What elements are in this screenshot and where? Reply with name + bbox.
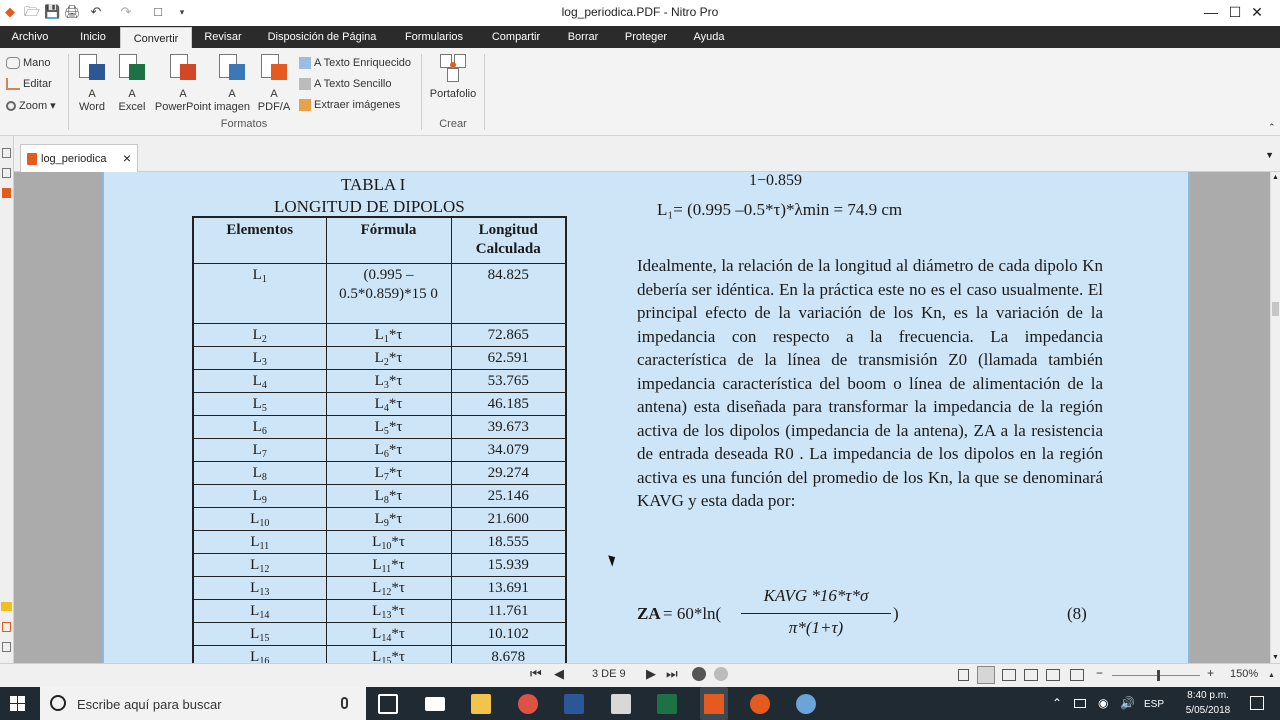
excel-icon[interactable]	[657, 694, 677, 714]
table-row	[193, 484, 566, 507]
table-header-row	[193, 217, 566, 263]
table-row	[193, 323, 566, 346]
wifi-icon[interactable]: ◉	[1098, 696, 1109, 710]
forward-view-icon[interactable]	[714, 667, 728, 681]
collapse-ribbon-icon[interactable]: ⌃	[1268, 122, 1276, 132]
taskbar-search-box[interactable]	[40, 687, 366, 720]
document-viewport[interactable]	[14, 172, 1270, 663]
microphone-icon[interactable]	[341, 697, 348, 709]
pdf-file-icon	[27, 153, 37, 165]
pdfa-icon	[261, 54, 287, 84]
cell-element: $L_1$	[193, 263, 326, 323]
cell-element: $L_{11}$	[193, 530, 326, 553]
cell-length: 8.678	[451, 645, 566, 663]
edit-tool[interactable]: Editar	[6, 78, 52, 90]
open-folder-icon[interactable]: 🗁	[24, 4, 41, 19]
cell-element: $L_4$	[193, 369, 326, 392]
cell-formula: $L_{11}*\tau$	[326, 553, 451, 576]
convert-to-imagen-button[interactable]: A imagen	[212, 54, 252, 114]
fit-width-icon[interactable]	[1046, 669, 1060, 681]
tab-disposicion[interactable]: Disposición de Página	[267, 31, 377, 43]
body-paragraph: Idealmente, la relación de la longitud al diámetro de cada dipolo Kn debería ser idéntica. En la práctica este no es el caso usualmente. El principal efecto de la variación de los Kn, es la variación de la impedancia con respecto a la frecuencia. La impedancia característica de la línea de transmisión Z0 (llamada también impedancia característica del boom o línea de alimentación de la antena) esta diseñada para transformar la impedancia de la región activa de los dipolos (impedancia de la antena), ZA a la resistencia de entrada deseada R0 . La impedancia de los dipolos en la región activa es una función del promedio de los Kn, la que se denominará KAVG y esta dada por:	[637, 256, 1103, 510]
cell-element: $L_{12}$	[193, 553, 326, 576]
cell-length: 29.274	[451, 461, 566, 484]
tab-convertir[interactable]: Convertir	[120, 27, 192, 48]
cell-length: 84.825	[451, 263, 566, 323]
first-page-icon[interactable]: ⏮	[530, 666, 542, 681]
windows-start-icon[interactable]	[10, 696, 26, 712]
cell-length: 25.146	[451, 484, 566, 507]
zoom-out-icon[interactable]: −	[1096, 666, 1104, 680]
cell-formula: (0.995 – 0.5*0.859)*15 0	[326, 263, 451, 323]
windows-taskbar	[0, 687, 1280, 720]
cell-length: 72.865	[451, 323, 566, 346]
language-indicator[interactable]: ESP	[1144, 699, 1165, 710]
cell-formula: $L_{13}*\tau$	[326, 599, 451, 622]
tab-list-chevron-icon[interactable]: ▼	[1265, 150, 1274, 160]
continuous-facing-view-icon[interactable]	[1024, 669, 1038, 681]
cell-length: 46.185	[451, 392, 566, 415]
close-button[interactable]: ✕	[1251, 4, 1263, 20]
prev-page-icon[interactable]: ◀	[554, 666, 564, 681]
cell-formula: $L_{12}*\tau$	[326, 576, 451, 599]
ribbon	[0, 48, 1280, 136]
cell-formula: $L_2*\tau$	[326, 346, 451, 369]
left-panel-strip	[0, 136, 14, 663]
pdf-page	[102, 172, 1190, 663]
table-row	[193, 622, 566, 645]
menu-tabs	[0, 26, 1280, 48]
cell-element: $L_3$	[193, 346, 326, 369]
calendar-icon[interactable]	[611, 694, 631, 714]
tab-revisar[interactable]: Revisar	[204, 31, 242, 43]
hand-tool[interactable]: Mano	[6, 57, 51, 69]
portfolio-icon	[440, 54, 466, 84]
nitro-taskbar-button[interactable]	[700, 687, 728, 720]
plain-text-icon	[299, 78, 311, 90]
header-formula: Fórmula	[326, 217, 451, 263]
tab-inicio[interactable]: Inicio	[80, 31, 106, 43]
excel-icon	[119, 54, 145, 84]
minimize-button[interactable]: —	[1204, 4, 1218, 20]
vertical-scrollbar[interactable]	[1270, 172, 1280, 663]
file-explorer-icon[interactable]	[471, 694, 491, 714]
table-row	[193, 369, 566, 392]
mail-icon[interactable]	[425, 697, 445, 711]
formula-denominator: π*(1+τ)	[788, 618, 844, 637]
table-row	[193, 576, 566, 599]
convert-to-excel-button[interactable]: A Excel	[114, 54, 150, 114]
header-elementos: Elementos	[193, 217, 326, 263]
cell-length: 18.555	[451, 530, 566, 553]
pages-panel-icon[interactable]	[2, 148, 11, 158]
cell-formula: $L_9*\tau$	[326, 507, 451, 530]
tab-archivo[interactable]: Archivo	[11, 31, 49, 43]
volume-icon[interactable]: 🔊	[1120, 696, 1135, 710]
cell-length: 53.765	[451, 369, 566, 392]
cell-length: 39.673	[451, 415, 566, 438]
formula-close: )	[893, 604, 899, 623]
continuous-view-icon[interactable]	[977, 666, 995, 684]
back-view-icon[interactable]	[692, 667, 706, 681]
cell-length: 10.102	[451, 622, 566, 645]
powerpoint-icon	[170, 54, 196, 84]
formula-number: (8)	[1067, 604, 1087, 623]
edit-icon	[6, 78, 20, 90]
cell-formula: $L_{14}*\tau$	[326, 622, 451, 645]
formula-equals: = 60*ln(	[663, 604, 722, 623]
fit-page-icon[interactable]	[1070, 669, 1084, 681]
cell-element: $L_{14}$	[193, 599, 326, 622]
table-row	[193, 645, 566, 663]
customize-toolbar-icon[interactable]: ▾	[179, 7, 185, 17]
scroll-thumb[interactable]	[1272, 302, 1279, 316]
formula-lhs: ZA	[637, 604, 661, 623]
battery-icon[interactable]	[1074, 699, 1086, 708]
portfolio-button[interactable]: Portafolio	[426, 54, 480, 101]
redo-icon[interactable]: ↷	[120, 4, 132, 19]
cell-element: $L_{10}$	[193, 507, 326, 530]
tab-ayuda[interactable]: Ayuda	[693, 31, 725, 43]
group-label-formatos: Formatos	[220, 118, 268, 130]
zoom-level[interactable]: 150%	[1230, 668, 1259, 680]
window-title: log_periodica.PDF - Nitro Pro	[561, 5, 719, 19]
hand-icon	[6, 57, 20, 69]
cell-formula: $L_8*\tau$	[326, 484, 451, 507]
bookmarks-panel-icon[interactable]	[2, 168, 11, 178]
last-page-icon[interactable]: ⏭	[666, 666, 678, 681]
cell-formula: $L_{10}*\tau$	[326, 530, 451, 553]
select-tool-icon[interactable]: □	[154, 4, 162, 19]
mouse-cursor-icon	[608, 553, 618, 566]
cell-formula: $L_7*\tau$	[326, 461, 451, 484]
table-subtitle: LONGITUD DE DIPOLOS	[274, 197, 465, 216]
document-tab-label: log_periodica	[41, 153, 107, 165]
zoom-slider-thumb[interactable]	[1157, 670, 1160, 681]
maximize-button[interactable]: ☐	[1228, 4, 1242, 20]
scroll-up-icon[interactable]: ▲	[1272, 174, 1279, 181]
document-tab[interactable]	[20, 144, 138, 172]
task-view-icon[interactable]	[378, 694, 398, 714]
zoom-slider[interactable]	[1112, 675, 1200, 676]
extract-images-icon	[299, 99, 311, 111]
clock-date[interactable]: 5/05/2018	[1185, 705, 1231, 716]
attachments-panel-icon[interactable]	[2, 188, 11, 198]
single-page-view-icon[interactable]	[958, 669, 969, 681]
to-rich-text-button[interactable]: A Texto Enriquecido	[299, 57, 411, 69]
cell-length: 13.691	[451, 576, 566, 599]
cell-element: $L_7$	[193, 438, 326, 461]
cell-element: $L_{16}$	[193, 645, 326, 663]
formula-numerator: KAVG *16*τ*σ	[763, 586, 869, 605]
zoom-in-icon[interactable]: +	[1207, 666, 1215, 680]
cell-length: 15.939	[451, 553, 566, 576]
cell-formula: $L_5*\tau$	[326, 415, 451, 438]
tab-borrar[interactable]: Borrar	[567, 31, 599, 43]
search-placeholder: Escribe aquí para buscar	[77, 697, 222, 712]
separator	[68, 54, 69, 130]
zoom-icon	[6, 101, 16, 111]
dipole-length-table	[192, 216, 567, 663]
impedance-formula	[637, 586, 1107, 646]
comments-panel-icon[interactable]	[1, 602, 12, 611]
scroll-down-icon[interactable]: ▼	[1272, 654, 1279, 661]
title-bar	[0, 0, 1280, 26]
table-row	[193, 438, 566, 461]
table-title: TABLA I	[341, 175, 406, 194]
fraction-denominator: 1−0.859	[749, 172, 831, 190]
facing-view-icon[interactable]	[1002, 669, 1016, 681]
l1-equation: L₁= (0.995 –0.5*τ)*λmin = 74.9 cm	[657, 200, 903, 219]
separator	[484, 54, 485, 130]
chrome-icon[interactable]	[518, 694, 538, 714]
globe-app-icon[interactable]	[796, 694, 816, 714]
cortana-icon	[50, 695, 66, 711]
status-bar	[0, 663, 1280, 687]
cell-element: $L_5$	[193, 392, 326, 415]
separator	[421, 54, 422, 130]
signatures-panel-icon[interactable]	[2, 622, 11, 632]
nitro-icon	[704, 694, 724, 714]
to-plain-text-button[interactable]: A Texto Sencillo	[299, 78, 391, 90]
cell-length: 34.079	[451, 438, 566, 461]
rich-text-icon	[299, 57, 311, 69]
undo-icon[interactable]: ↶	[90, 4, 102, 19]
tray-chevron-icon[interactable]: ⌃	[1052, 696, 1063, 710]
header-longitud: Longitud Calculada	[451, 217, 566, 263]
tab-compartir[interactable]: Compartir	[491, 31, 541, 43]
table-row	[193, 392, 566, 415]
zoom-tool[interactable]: Zoom ▾	[6, 99, 56, 112]
cell-element: $L_9$	[193, 484, 326, 507]
cell-element: $L_2$	[193, 323, 326, 346]
table-row	[193, 461, 566, 484]
table-row	[193, 507, 566, 530]
cell-element: $L_8$	[193, 461, 326, 484]
cell-element: $L_6$	[193, 415, 326, 438]
cell-formula: $L_{15}*\tau$	[326, 645, 451, 663]
word-icon	[79, 54, 105, 84]
save-icon[interactable]: 💾	[44, 4, 61, 19]
cell-formula: $L_4*\tau$	[326, 392, 451, 415]
output-panel-icon[interactable]	[2, 642, 11, 652]
cell-element: $L_{13}$	[193, 576, 326, 599]
clock-time[interactable]: 8:40 p.m.	[1187, 690, 1229, 701]
close-tab-icon[interactable]: ×	[122, 150, 131, 166]
imagen-icon	[219, 54, 245, 84]
cell-formula: $L_6*\tau$	[326, 438, 451, 461]
notifications-icon[interactable]	[1250, 696, 1264, 710]
table-row	[193, 530, 566, 553]
table-row	[193, 263, 566, 323]
document-tab-bar	[0, 136, 1280, 172]
table-row	[193, 346, 566, 369]
convert-to-pdfa-button[interactable]: A PDF/A	[252, 54, 296, 114]
cell-formula: $L_1*\tau$	[326, 323, 451, 346]
word-icon[interactable]	[564, 694, 584, 714]
cell-element: $L_{15}$	[193, 622, 326, 645]
convert-to-powerpoint-button[interactable]: A PowerPoint	[154, 54, 212, 114]
nitro-logo-icon: ◆	[5, 4, 15, 19]
table-row	[193, 415, 566, 438]
cell-length: 11.761	[451, 599, 566, 622]
print-icon[interactable]: 🖨	[64, 4, 81, 19]
table-row	[193, 599, 566, 622]
next-page-icon[interactable]: ▶	[646, 666, 656, 681]
cell-length: 62.591	[451, 346, 566, 369]
extract-images-button[interactable]: Extraer imágenes	[299, 99, 400, 111]
group-label-crear: Crear	[439, 118, 467, 130]
status-chevron-icon[interactable]: ▲	[1268, 672, 1275, 679]
table-row	[193, 553, 566, 576]
tab-formularios[interactable]: Formularios	[404, 31, 464, 43]
page-indicator[interactable]: 3 DE 9	[592, 668, 626, 680]
convert-to-word-button[interactable]: A Word	[72, 54, 112, 114]
app-icon[interactable]	[750, 694, 770, 714]
tab-proteger[interactable]: Proteger	[624, 31, 668, 43]
cell-length: 21.600	[451, 507, 566, 530]
cell-formula: $L_3*\tau$	[326, 369, 451, 392]
